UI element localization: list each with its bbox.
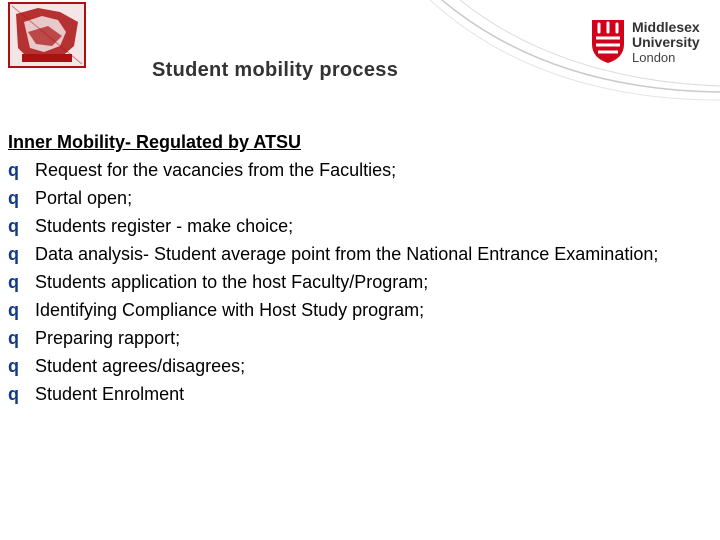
- faculty-seal-icon: [8, 2, 86, 68]
- section-heading: Inner Mobility- Regulated by ATSU: [8, 132, 302, 152]
- list-item-text: Preparing rapport;: [35, 328, 181, 348]
- university-name-line3: London: [632, 50, 676, 65]
- list-item: [8, 380, 708, 408]
- slide-content: [8, 128, 708, 408]
- checkbox-q-bullet-icon: q: [8, 188, 19, 208]
- list-item-text: Data analysis- Student average point from the National Entrance Examination;: [35, 244, 659, 264]
- university-name-line2: University: [632, 34, 700, 50]
- list-item: [8, 268, 708, 296]
- checkbox-q-bullet-icon: q: [8, 328, 19, 348]
- list-item-text: Student Enrolment: [35, 384, 185, 404]
- list-item: [8, 296, 708, 324]
- list-item: [8, 212, 708, 240]
- university-name-line1: Middlesex: [632, 19, 700, 35]
- list-item: [8, 324, 708, 352]
- checkbox-q-bullet-icon: q: [8, 160, 19, 180]
- list-item-text: Request for the vacancies from the Faculties;: [35, 160, 397, 180]
- checkbox-q-bullet-icon: q: [8, 244, 19, 264]
- list-item: [8, 352, 708, 380]
- list-item-text: Identifying Compliance with Host Study program;: [35, 300, 425, 320]
- middlesex-crest-icon: [590, 18, 626, 64]
- checkbox-q-bullet-icon: q: [8, 384, 19, 404]
- list-item: [8, 156, 708, 184]
- checkbox-q-bullet-icon: q: [8, 300, 19, 320]
- list-item-text: Student agrees/disagrees;: [35, 356, 246, 376]
- checkbox-q-bullet-icon: q: [8, 216, 19, 236]
- list-item-text: Portal open;: [35, 188, 133, 208]
- process-list: [8, 156, 708, 408]
- page-title: Student mobility process: [152, 59, 399, 81]
- university-name: [632, 20, 700, 65]
- list-item-text: Students application to the host Faculty/Program;: [35, 272, 429, 292]
- checkbox-q-bullet-icon: q: [8, 272, 19, 292]
- list-item: [8, 240, 708, 268]
- list-item: [8, 184, 708, 212]
- list-item-text: Students register - make choice;: [35, 216, 294, 236]
- checkbox-q-bullet-icon: q: [8, 356, 19, 376]
